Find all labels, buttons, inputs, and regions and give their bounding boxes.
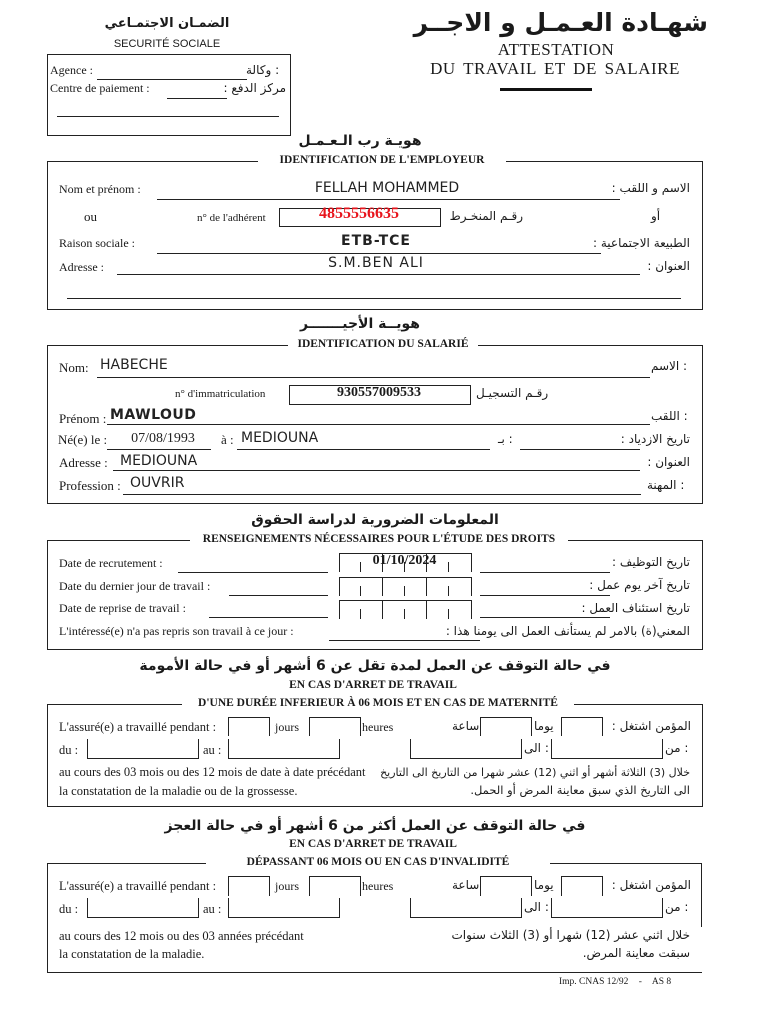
reprise-ar-line[interactable]: [480, 617, 610, 618]
employee-nom-field[interactable]: [97, 377, 650, 378]
reprise-label-ar: تاريخ استئناف العمل :: [581, 601, 690, 615]
inv-heures-field[interactable]: [309, 876, 361, 896]
adherent-label-ar: رقـم المنخـرط: [449, 209, 523, 223]
prenom-field[interactable]: [107, 424, 650, 425]
profession-field[interactable]: [123, 494, 641, 495]
employee-nom-value: HABECHE: [100, 357, 168, 373]
adherent-number-value: 4855556635: [319, 205, 399, 222]
employee-adresse-label-fr: Adresse :: [59, 455, 108, 470]
document-title-ar: شهـادة العـمـل و الاجــر: [413, 8, 708, 37]
employer-name-value: FELLAH MOHAMMED: [314, 180, 460, 196]
invalidity-heading-fr-2: DÉPASSANT 06 MOIS OU EN CAS D'INVALIDITÉ: [206, 856, 550, 868]
a-label: à :: [221, 432, 234, 447]
dob-field[interactable]: [107, 449, 211, 450]
prenom-value: MAWLOUD: [110, 407, 197, 423]
interesse-label-fr: L'intéressé(e) n'a pas repris son travail à ce jour :: [59, 624, 294, 638]
ba-label-ar: بـ :: [498, 432, 513, 446]
immat-label-ar: رقـم التسجيـل: [476, 386, 549, 400]
mat-au-label: au :: [203, 743, 222, 757]
employer-adresse-label-fr: Adresse :: [59, 260, 104, 274]
agence-label-ar: وكالة :: [246, 63, 280, 77]
inv-ila-label: الى :: [524, 900, 549, 914]
employer-adresse-label-ar: العنوان :: [647, 259, 690, 273]
immat-value: 930557009533: [337, 385, 421, 400]
mat-du-label: du :: [59, 743, 79, 757]
employee-adresse-field[interactable]: [113, 470, 640, 471]
document-title-fr-2: DU TRAVAIL ET DE SALAIRE: [430, 59, 680, 78]
employer-adresse-field[interactable]: [117, 274, 640, 275]
footer-imprint: [559, 977, 671, 987]
employer-heading-ar: هويـة رب الـعـمـل: [298, 133, 422, 149]
maternity-heading-ar: في حالة التوقف عن العمل لمدة تقل عن 6 أشهر أو في حالة الأمومة: [139, 658, 611, 674]
ou-label-ar: أو: [651, 209, 661, 223]
maternity-heading-fr-1: EN CAS D'ARRET DE TRAVAIL: [289, 679, 457, 691]
inv-jours-field[interactable]: [228, 876, 270, 896]
inv-ila-field[interactable]: [410, 898, 522, 918]
reprise-label-fr: Date de reprise de travail :: [59, 601, 186, 615]
dernier-jour-ar-line[interactable]: [480, 595, 610, 596]
recrutement-field-line[interactable]: [178, 572, 328, 573]
mat-min-label: من :: [665, 741, 689, 755]
employee-heading-ar: هويــة الأجيـــــــر: [300, 316, 420, 332]
employee-nom-label-fr: Nom:: [59, 360, 89, 375]
dernier-jour-date-grid[interactable]: [339, 577, 472, 596]
dob-value: 07/08/1993: [131, 431, 195, 446]
inv-au-label: au :: [203, 902, 222, 916]
agence-label-fr: Agence :: [50, 63, 93, 77]
securite-sociale-label: SECURITÉ SOCIALE: [113, 38, 221, 50]
inv-min-label: من :: [665, 900, 689, 914]
employer-name-field[interactable]: [157, 199, 620, 200]
employee-heading-fr: IDENTIFICATION DU SALARIÉ: [288, 338, 478, 350]
inv-saa-field[interactable]: [480, 876, 532, 896]
inv-note-fr-2: la constatation de la maladie.: [59, 947, 205, 961]
mat-assure-label-fr: L'assuré(e) a travaillé pendant :: [59, 720, 217, 734]
centre-field[interactable]: [167, 98, 227, 99]
mat-note-fr-2: la constatation de la maladie ou de la grossesse.: [59, 784, 298, 798]
inv-au-field[interactable]: [228, 898, 340, 918]
employer-name-label-ar: الاسم و اللقب :: [611, 181, 690, 195]
document-title-fr-1: ATTESTATION: [497, 40, 615, 59]
interesse-field-line[interactable]: [329, 640, 480, 641]
mat-yawm-field[interactable]: [561, 717, 603, 736]
profession-label-fr: Profession :: [59, 478, 121, 493]
employer-adresse-line-2[interactable]: [67, 298, 681, 299]
cnas-arabic-label: الضمـان الاجتمـاعي: [104, 16, 230, 31]
inv-jours-label: jours: [275, 879, 299, 893]
profession-value: OUVRIR: [130, 475, 185, 491]
inv-note-fr-1: au cours des 12 mois ou des 03 années précédant: [59, 929, 304, 943]
raison-field[interactable]: [157, 253, 601, 254]
mat-ila-field[interactable]: [410, 739, 522, 759]
invalidity-right-border: [701, 863, 702, 927]
mat-jours-label: jours: [275, 720, 299, 734]
recrutement-date-value: 01/10/2024: [372, 553, 437, 568]
employee-adresse-label-ar: العنوان :: [647, 455, 690, 469]
profession-label-ar: المهنة :: [647, 478, 685, 492]
inv-yawm-field[interactable]: [561, 876, 603, 896]
invalidity-heading-fr-1: EN CAS D'ARRET DE TRAVAIL: [289, 838, 457, 850]
employee-nom-label-ar: الاسم :: [651, 359, 688, 373]
dernier-jour-label-fr: Date du dernier jour de travail :: [59, 579, 211, 593]
inv-min-field[interactable]: [551, 898, 663, 918]
dob-label-ar: تاريخ الازدياد :: [620, 432, 690, 446]
employer-name-label-fr: Nom et prénom :: [59, 182, 141, 196]
dernier-jour-label-ar: تاريخ آخر يوم عمل :: [589, 578, 690, 592]
pob-field[interactable]: [237, 449, 490, 450]
raison-label-fr: Raison sociale :: [59, 236, 135, 250]
mat-note-ar-1: خلال (3) الثلاثة أشهر أو اثني (12) عشر شهرا من التاريخ الى التاريخ: [380, 766, 690, 779]
mat-au-field[interactable]: [228, 739, 340, 759]
mat-ila-label: الى :: [524, 741, 549, 755]
mat-assure-label-ar: المؤمن اشتغل :: [611, 719, 691, 733]
inv-du-label: du :: [59, 902, 79, 916]
inv-note-ar-1: خلال اثني عشر (12) شهرا أو (3) الثلاث سنوات: [451, 928, 690, 942]
footer-code: AS 8: [651, 977, 672, 987]
rights-heading-fr: RENSEIGNEMENTS NÉCESSAIRES POUR L'ÉTUDE DES DROITS: [190, 533, 568, 545]
recrutement-label-fr: Date de recrutement :: [59, 556, 163, 570]
title-underline: [500, 88, 592, 91]
ne-le-label: Né(e) le :: [58, 432, 108, 447]
employer-adresse-value: S.M.BEN ALI: [328, 255, 424, 271]
inv-yawm-label: يوما: [534, 878, 554, 892]
mat-note-ar-2: الى التاريخ الذي سبق معاينة المرض أو الحمل.: [470, 783, 690, 797]
raison-label-ar: الطبيعة الاجتماعية :: [593, 236, 690, 250]
mat-saa-label: ساعة: [452, 719, 480, 733]
rights-heading-ar: المعلومات الضرورية لدراسة الحقوق: [251, 512, 499, 528]
interesse-label-ar: المعني(ة) بالامر لم يستأنف العمل الى يومنا هذا :: [445, 624, 690, 638]
dernier-jour-field-line[interactable]: [229, 595, 328, 596]
inv-assure-label-fr: L'assuré(e) a travaillé pendant :: [59, 879, 217, 893]
agence-field[interactable]: [97, 79, 247, 80]
invalidity-heading-ar: في حالة التوقف عن العمل أكثر من 6 أشهر أو في حالة العجز: [164, 818, 586, 834]
mat-saa-field[interactable]: [480, 717, 532, 736]
recrutement-label-ar: تاريخ التوظيف :: [612, 555, 690, 569]
centre-label-fr: Centre de paiement :: [50, 81, 150, 95]
inv-heures-label: heures: [362, 879, 394, 893]
immat-label-fr: n° d'immatriculation: [175, 388, 266, 400]
mat-heures-label: heures: [362, 720, 394, 734]
mat-du-field[interactable]: [87, 739, 199, 759]
pob-ar-field[interactable]: [520, 449, 640, 450]
employer-heading-fr: IDENTIFICATION DE L'EMPLOYEUR: [258, 154, 506, 166]
employee-adresse-value: MEDIOUNA: [120, 453, 198, 469]
inv-note-ar-2: سبقت معاينة المرض.: [582, 946, 690, 960]
raison-value: ETB-TCE: [341, 233, 411, 249]
pob-value: MEDIOUNA: [241, 430, 319, 446]
inv-assure-label-ar: المؤمن اشتغل :: [611, 878, 691, 892]
reprise-date-grid[interactable]: [339, 600, 472, 619]
mat-jours-field[interactable]: [228, 717, 270, 736]
centre-label-ar: مركز الدفع :: [223, 81, 286, 95]
adherent-label-fr: n° de l'adhérent: [197, 212, 266, 224]
footer-dash: -: [638, 977, 642, 987]
mat-note-fr-1: au cours des 03 mois ou des 12 mois de date à date précédant: [59, 765, 366, 779]
footer-imp: Imp. CNAS 12/92: [559, 977, 629, 987]
ou-label-fr: ou: [84, 209, 97, 224]
mat-heures-field[interactable]: [309, 717, 361, 736]
mat-yawm-label: يوما: [534, 719, 554, 733]
prenom-label-ar: اللقب :: [651, 409, 688, 423]
inv-du-field[interactable]: [87, 898, 199, 918]
mat-min-field[interactable]: [551, 739, 663, 759]
recrutement-ar-line[interactable]: [480, 572, 610, 573]
agence-extra-line[interactable]: [57, 116, 279, 117]
prenom-label-fr: Prénom :: [59, 411, 107, 426]
maternity-heading-fr-2: D'UNE DURÉE INFERIEUR À 06 MOIS ET EN CAS DE MATERNITÉ: [182, 697, 574, 709]
inv-saa-label: ساعة: [452, 878, 480, 892]
reprise-field-line[interactable]: [209, 617, 328, 618]
